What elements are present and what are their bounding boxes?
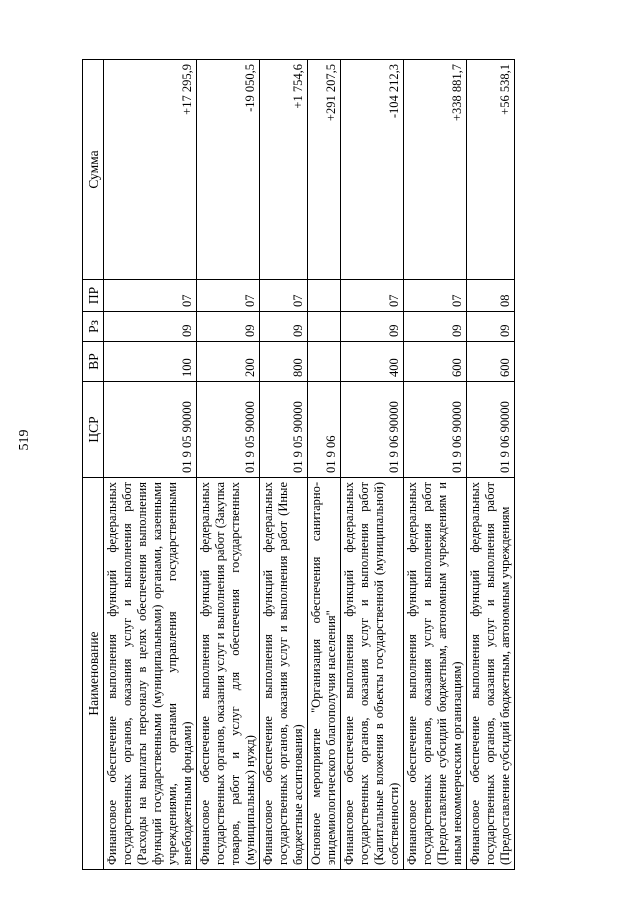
- cell-name: Финансовое обеспечение выполнения функций федеральных государственных органов, оказания услуг и выполнения работ (Расходы на выплаты персоналу в целях обеспечения выполнения функций государственными (муниципальными) органами, казенными учреждениями, органами управления государственными внебюджетными фондами): [104, 478, 197, 870]
- table-row: [197, 60, 260, 870]
- budget-table: [82, 59, 515, 870]
- cell-sum: +1 754,6: [260, 60, 308, 280]
- cell-sum: +17 295,9: [104, 60, 197, 280]
- table-row: [341, 60, 404, 870]
- cell-csr: 01 9 05 90000: [260, 382, 308, 478]
- cell-rz: [308, 312, 341, 342]
- cell-rz: 09: [104, 312, 197, 342]
- header-vr: ВР: [83, 342, 104, 382]
- header-csr: ЦСР: [83, 382, 104, 478]
- header-rz: Рз: [83, 312, 104, 342]
- table-row: [104, 60, 197, 870]
- cell-csr: 01 9 06 90000: [341, 382, 404, 478]
- cell-name: Основное мероприятие "Организация обеспечения санитарно-эпидемиологического благополучия населения": [308, 478, 341, 870]
- cell-vr: 600: [404, 342, 467, 382]
- cell-csr: 01 9 05 90000: [197, 382, 260, 478]
- cell-pr: 08: [467, 280, 515, 312]
- cell-vr: 400: [341, 342, 404, 382]
- cell-csr: 01 9 06 90000: [404, 382, 467, 478]
- header-sum: Сумма: [83, 60, 104, 280]
- cell-csr: 01 9 05 90000: [104, 382, 197, 478]
- table-row: [308, 60, 341, 870]
- cell-pr: 07: [197, 280, 260, 312]
- cell-sum: -104 212,3: [341, 60, 404, 280]
- cell-csr: 01 9 06 90000: [467, 382, 515, 478]
- cell-name: Финансовое обеспечение выполнения функций федеральных государственных органов, оказания услуг и выполнения работ (Иные бюджетные ассигнования): [260, 478, 308, 870]
- table-row: [467, 60, 515, 870]
- cell-name: Финансовое обеспечение выполнения функций федеральных государственных органов, оказания услуг и выполнения работ (Предоставление субсидий бюджетным, автономным учреждениям: [467, 478, 515, 870]
- page-number: [17, 429, 32, 451]
- cell-vr: 200: [197, 342, 260, 382]
- cell-vr: 100: [104, 342, 197, 382]
- cell-csr: 01 9 06: [308, 382, 341, 478]
- cell-name: Финансовое обеспечение выполнения функций федеральных государственных органов, оказания услуг и выполнения работ (Предоставление субсидий бюджетным, автономным учреждениям и иным некоммерческим организациям): [404, 478, 467, 870]
- cell-pr: 07: [404, 280, 467, 312]
- cell-vr: 600: [467, 342, 515, 382]
- table-row: [404, 60, 467, 870]
- cell-pr: 07: [341, 280, 404, 312]
- header-name: Наименование: [83, 478, 104, 870]
- header-pr: ПР: [83, 280, 104, 312]
- cell-pr: 07: [104, 280, 197, 312]
- cell-vr: 800: [260, 342, 308, 382]
- cell-sum: -19 050,5: [197, 60, 260, 280]
- cell-name: Финансовое обеспечение выполнения функций федеральных государственных органов, оказания услуг и выполнения работ (Капитальные вложения в объекты государственной (муниципальной) собственности): [341, 478, 404, 870]
- cell-pr: [308, 280, 341, 312]
- cell-rz: 09: [260, 312, 308, 342]
- rotated-table-container: [82, 60, 602, 870]
- cell-sum: +291 207,5: [308, 60, 341, 280]
- cell-sum: +56 538,1: [467, 60, 515, 280]
- cell-vr: [308, 342, 341, 382]
- table-row: [260, 60, 308, 870]
- cell-name: Финансовое обеспечение выполнения функций федеральных государственных органов, оказания услуг и выполнения работ (Закупка товаров, работ и услуг для обеспечения государственных (муниципальных) нужд): [197, 478, 260, 870]
- cell-rz: 09: [197, 312, 260, 342]
- cell-pr: 07: [260, 280, 308, 312]
- cell-rz: 09: [404, 312, 467, 342]
- cell-sum: +338 881,7: [404, 60, 467, 280]
- page-number-text: 519: [17, 429, 32, 451]
- table-header-row: [83, 60, 104, 870]
- cell-rz: 09: [341, 312, 404, 342]
- cell-rz: 09: [467, 312, 515, 342]
